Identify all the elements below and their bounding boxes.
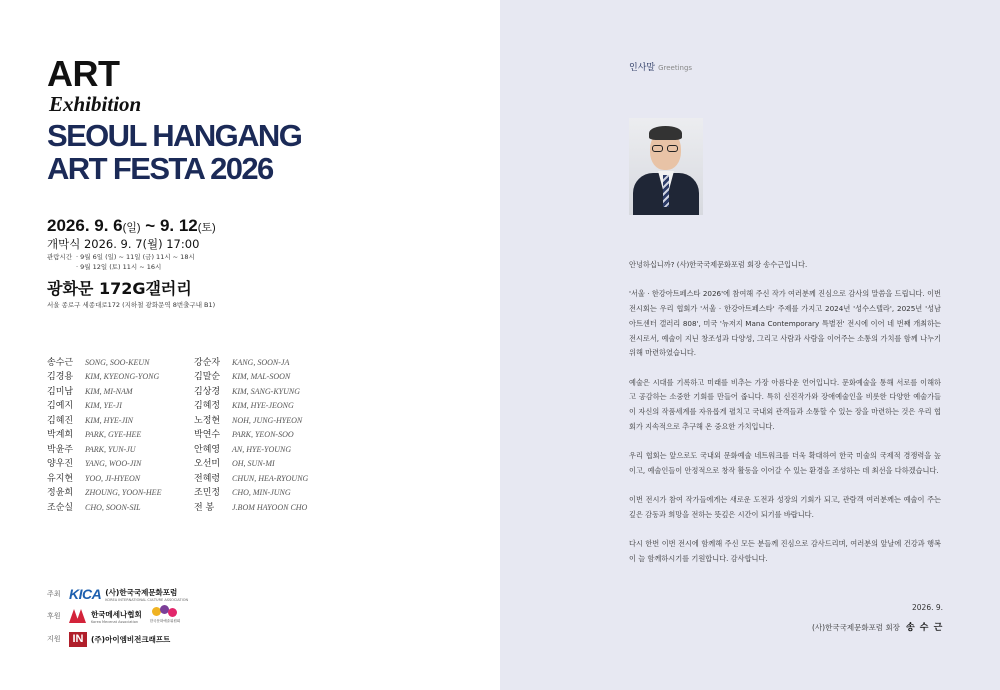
letter-paragraph: 예술은 시대를 기록하고 미래를 비추는 가장 아름다운 언어입니다. 문화예술을 통해 서로를 이해하고 공감하는 소중한 기회를 만들어 줍니다. 특히 신진작가와 장애예술인을 비롯한 다양한 예술가들이 자신의 작품세계를 자유롭게 펼치고 국내외 관객들과 소통할 수 있는 장을 마련하는 것은 우리 협회가 지속적으로 추구해 온 중요한 가치입니다. (629, 377, 941, 431)
artist-english-name: J.BOM HAYOON CHO (232, 502, 308, 512)
artist-korean-name: 박계희 (47, 430, 74, 441)
artist-korean-name: 전 봉 (194, 502, 215, 513)
artist-item (194, 356, 308, 370)
signature (812, 620, 943, 633)
artist-korean-name: 김예지 (47, 401, 74, 412)
sponsor-partner (47, 630, 170, 648)
artist-english-name: PARK, GYE-HEE (85, 430, 142, 440)
artist-item (47, 486, 161, 500)
artist-item (47, 385, 161, 399)
date-end: 9. 12 (159, 216, 198, 235)
hours-label: 관람시간 (47, 253, 73, 261)
title-art: ART (47, 53, 120, 94)
artist-korean-name: 정윤희 (47, 488, 74, 499)
artist-item (194, 501, 308, 515)
artist-english-name: KANG, SOON-JA (232, 358, 290, 367)
host-label: 주최 (47, 590, 61, 598)
opening-ceremony: 개막식 2026. 9. 7(월) 17:00 (47, 237, 200, 251)
artist-korean-name: 양우진 (47, 459, 74, 470)
artist-english-name: YOO, JI-HYEON (85, 473, 141, 483)
artist-english-name: KIM, KYEONG-YONG (85, 372, 160, 382)
greeting-letter (629, 258, 941, 581)
artist-korean-name: 송수근 (47, 358, 74, 368)
president-photo (629, 118, 703, 215)
artist-english-name: SONG, SOO-KEUN (85, 358, 150, 367)
artist-item (47, 428, 161, 442)
artist-korean-name: 조민정 (194, 488, 221, 499)
mecenat-logo-icon (69, 609, 87, 623)
artist-korean-name: 조순실 (47, 502, 74, 513)
signature-org: (사)한국국제문화포럼 회장 (812, 623, 900, 632)
artist-korean-name: 노정현 (194, 415, 221, 426)
date-sep: ~ (140, 216, 160, 235)
artist-english-name: KIM, YE-JI (85, 401, 122, 411)
artist-korean-name: 김혜정 (194, 401, 221, 412)
support-label: 후원 (47, 612, 61, 620)
venue-name: 광화문 172G갤러리 (47, 279, 192, 298)
date-start-day: (일) (122, 222, 141, 234)
artist-english-name: NOH, JUNG-HYEON (232, 415, 303, 425)
in-logo-icon: IN (69, 632, 87, 647)
artist-item (194, 414, 308, 428)
support-sub: Korea Mecenat Association (91, 619, 139, 624)
letter-paragraph: 우리 협회는 앞으로도 국내외 문화예술 네트워크를 더욱 확대하여 한국 미술의 국제적 경쟁력을 높이고, 예술인들이 안정적으로 창작 활동을 이어갈 수 있는 환경을 조성하는 데 최선을 다하겠습니다. (629, 451, 941, 475)
artist-korean-name: 김상경 (194, 386, 221, 397)
artist-english-name: KIM, HYE-JEONG (232, 401, 294, 411)
artist-english-name: CHO, MIN-JUNG (232, 488, 291, 498)
artist-item (194, 385, 308, 399)
artist-english-name: CHO, SOON-SIL (85, 502, 141, 512)
artist-item (47, 356, 161, 370)
artist-english-name: CHUN, HEA-RYOUNG (232, 473, 309, 483)
greetings-title-en: Greetings (658, 64, 693, 72)
artist-korean-name: 안혜영 (194, 444, 221, 455)
artist-korean-name: 김말순 (194, 372, 221, 383)
date-start: 2026. 9. 6 (47, 216, 123, 235)
artist-item (194, 472, 308, 486)
artist-english-name: KIM, MI-NAM (85, 386, 133, 396)
artist-english-name: AN, HYE-YOUNG (232, 444, 292, 454)
artist-item (47, 443, 161, 457)
letter-paragraph: 이번 전시가 참여 작가들에게는 새로운 도전과 성장의 기회가 되고, 관람객 여러분께는 예술이 주는 깊은 감동과 희망을 전하는 뜻깊은 시간이 되기를 바랍니다. (629, 495, 941, 519)
kica-logo-icon: KICA (69, 586, 102, 602)
host-name: (사)한국국제문화포럼 KOREA INTERNATIONAL CULTURE ASSOCIATION (105, 587, 189, 602)
artist-korean-name: 박윤주 (47, 444, 74, 455)
signature-date: 2026. 9. (912, 603, 944, 612)
artist-item (194, 399, 308, 413)
partner-name: (주)아이엠비전크래프트 (91, 634, 171, 644)
signature-name: 송 수 근 (905, 623, 944, 633)
artist-korean-name: 강순자 (194, 358, 221, 368)
artist-korean-name: 전혜령 (194, 473, 221, 484)
greetings-title: 인사말 Greetings (629, 63, 693, 73)
artist-item (194, 428, 308, 442)
host-sub: KOREA INTERNATIONAL CULTURE ASSOCIATION (105, 597, 189, 602)
artist-english-name: PARK, YUN-JU (85, 444, 136, 454)
artist-item (47, 457, 161, 471)
support2-name: 한국문화예술위원회 (149, 619, 181, 623)
artist-english-name: KIM, MAL-SOON (232, 372, 291, 382)
artist-item (47, 399, 161, 413)
letter-paragraph: 다시 한번 이번 전시에 함께해 주신 모든 분들께 진심으로 감사드리며, 여러분의 앞날에 건강과 행복이 늘 함께하시기를 기원합니다. 감사합니다. (629, 539, 941, 563)
artist-list-col1 (47, 356, 161, 515)
letter-paragraph: '서울 · 한강아트페스타 2026'에 참여해 주신 작가 여러분께 진심으로 감사의 말씀을 드립니다. 이번 전시회는 우리 협회가 '서울 · 한강아트페스타' 주제를 가지고 2024년 '성수스텔라', 2025년 '성남아트센터 갤러리 808', 미국 '뉴저지 Mana Contemporary 특별전' 전시에 이어 네 번째 개최하는 전시로서, 예술이 지닌 창조성과 다양성, 그리고 사람과 사람을 이어주는 소통의 가치를 함께 나누기 위해 마련하였습니다. (629, 289, 941, 358)
artist-english-name: PARK, YEON-SOO (232, 430, 294, 440)
artist-english-name: YANG, WOO-JIN (85, 459, 142, 469)
title-exhibition: Exhibition (49, 92, 142, 116)
artist-item (47, 414, 161, 428)
artist-english-name: KIM, SANG-KYUNG (232, 386, 301, 396)
artist-list-col2 (194, 356, 308, 515)
artist-english-name: OH, SUN-MI (232, 459, 275, 469)
exhibition-date (47, 216, 216, 236)
artist-item (47, 370, 161, 384)
artist-item (194, 457, 308, 471)
sponsor-support (47, 607, 186, 625)
artist-korean-name: 유지현 (47, 473, 74, 484)
support-name: 한국메세나협회 Korea Mecenat Association (91, 609, 142, 624)
partner-label: 지원 (47, 635, 61, 643)
venue-address: 서울 종로구 세종대로172 (지하철 광화문역 8번출구내 B1) (47, 301, 216, 309)
artist-english-name: KIM, HYE-JIN (85, 415, 133, 425)
title-line2: ART FESTA 2026 (47, 151, 273, 186)
artist-item (47, 472, 161, 486)
artist-english-name: ZHOUNG, YOON-HEE (85, 488, 162, 498)
letter-paragraph: 안녕하십니까? (사)한국국제문화포럼 회장 송수근입니다. (629, 260, 808, 269)
title-line1: SEOUL HANGANG (47, 118, 302, 153)
hours-line2: · 9월 12일 (토) 11시 ~ 16시 (76, 263, 162, 271)
artist-korean-name: 박연수 (194, 430, 221, 441)
artist-korean-name: 김혜진 (47, 415, 74, 426)
viewing-hours (47, 252, 195, 272)
artist-item (194, 443, 308, 457)
arts-council-logo-icon (150, 605, 186, 627)
artist-korean-name: 오선미 (194, 459, 221, 470)
sponsor-host (47, 585, 188, 603)
artist-item (47, 501, 161, 515)
artist-item (194, 370, 308, 384)
artist-korean-name: 김경용 (47, 372, 74, 383)
artist-item (194, 486, 308, 500)
hours-line1: · 9월 6일 (일) ~ 11일 (금) 11시 ~ 18시 (76, 253, 195, 261)
date-end-day: (토) (197, 222, 216, 234)
artist-korean-name: 김미남 (47, 386, 74, 397)
